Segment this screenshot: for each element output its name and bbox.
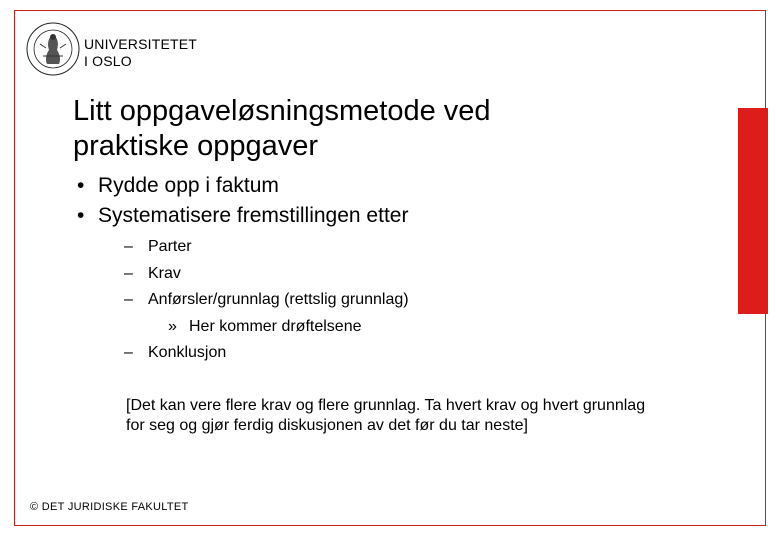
university-name (84, 36, 197, 70)
footer-copyright: © DET JURIDISKE FAKULTET (30, 501, 189, 513)
dash-mark: – (124, 291, 133, 308)
dash-mark: – (124, 344, 133, 361)
chevron-mark: » (168, 317, 177, 335)
bullet-mark: • (77, 204, 85, 227)
sub-item-text: Krav (148, 264, 181, 282)
sub-list (126, 234, 409, 367)
sub-item (126, 234, 409, 261)
sub-sub-item-text: Her kommer drøftelsene (189, 317, 362, 335)
dash-mark: – (124, 264, 133, 282)
bullet-item (75, 201, 408, 231)
sub-item (126, 261, 409, 288)
sub-item (126, 287, 409, 314)
university-seal-icon (26, 22, 80, 76)
bullet-text: Systematisere fremstillingen etter (98, 204, 409, 227)
bullet-list (75, 171, 408, 231)
bullet-text: Rydde opp i faktum (98, 174, 279, 197)
sub-item-text: Anførsler/grunnlag (rettslig grunnlag) (148, 291, 409, 308)
accent-bar (738, 108, 768, 314)
sub-sub-item (126, 314, 409, 341)
sub-item (126, 340, 409, 367)
bullet-item (75, 171, 408, 201)
slide-title-line1: Litt oppgaveløsningsmetode ved (73, 95, 491, 127)
slide-title-line2: praktiske oppgaver (73, 130, 319, 162)
university-name-line2: I OSLO (84, 53, 132, 69)
sub-item-text: Konklusjon (148, 344, 227, 361)
sub-item-text: Parter (148, 238, 192, 255)
dash-mark: – (124, 238, 133, 255)
bullet-mark: • (77, 174, 85, 197)
slide-title (73, 94, 693, 164)
university-name-line1: UNIVERSITETET (84, 36, 198, 52)
note-text: [Det kan vere flere krav og flere grunnlag. Ta hvert krav og hvert grunnlag for seg og gjør ferdig diskusjonen av det før du tar neste] (126, 397, 646, 434)
